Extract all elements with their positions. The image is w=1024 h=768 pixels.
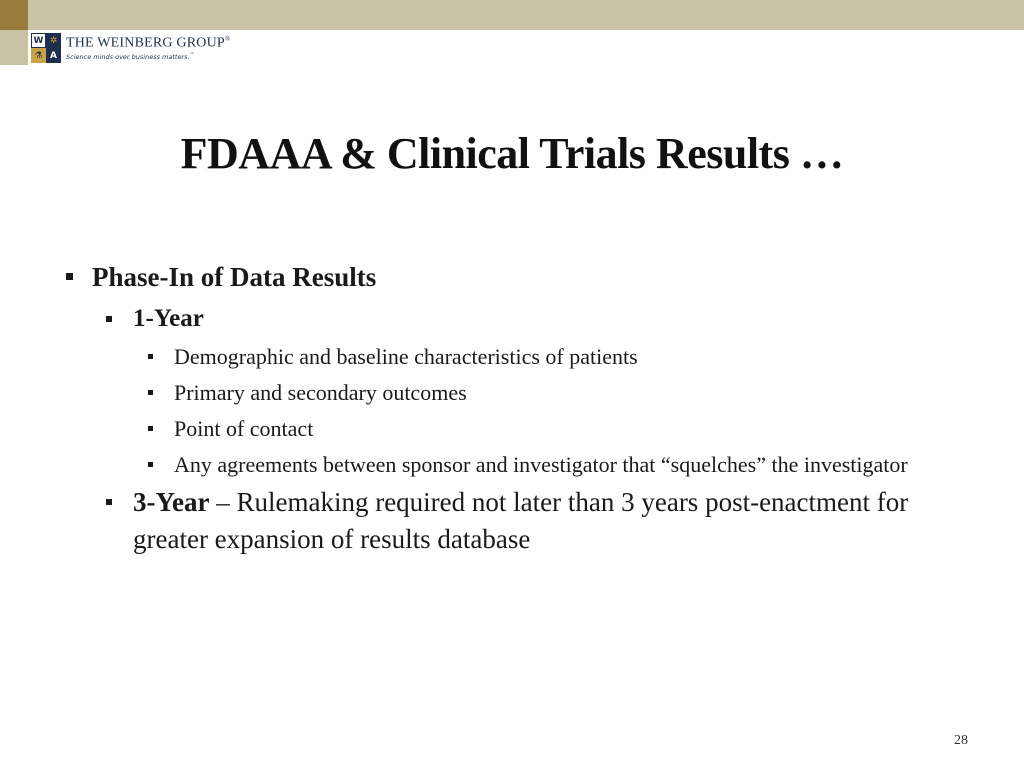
logo-tagline [66, 53, 230, 61]
logo-tagline-tm: ™ [189, 51, 195, 58]
logo-text [66, 36, 230, 60]
bullet-phase-in [62, 258, 962, 296]
bullet-3-year [103, 484, 962, 558]
logo-cell-a: A [46, 48, 61, 63]
sub-bullet-demographics [144, 341, 962, 372]
bullet-1-year [103, 302, 962, 336]
logo-mark-icon [31, 33, 61, 63]
square-bullet-icon [148, 390, 153, 395]
left-band [0, 30, 28, 65]
logo-cell-w: W [31, 33, 46, 48]
logo-trademark: ® [224, 34, 231, 43]
page-number: 28 [954, 733, 968, 748]
sub-bullet-contact [144, 413, 962, 444]
logo-cell-compass-icon: ✲ [46, 33, 61, 48]
square-bullet-icon [106, 316, 112, 322]
slide-title: FDAAA & Clinical Trials Results … [180, 129, 844, 178]
square-bullet-icon [148, 462, 153, 467]
bullet-text: Primary and secondary outcomes [174, 380, 467, 405]
square-bullet-icon [148, 426, 153, 431]
bullet-text: Any agreements between sponsor and investigator that “squelches” the investigator [174, 452, 908, 477]
sub-bullet-agreements [144, 449, 962, 480]
bullet-text: – Rulemaking required not later than 3 years post-enactment for greater expansion of results database [133, 487, 909, 554]
bullet-text: Demographic and baseline characteristics of patients [174, 344, 638, 369]
slide-body [62, 258, 962, 558]
square-bullet-icon [148, 354, 153, 359]
top-band [0, 0, 1024, 30]
logo-name-text: THE WEINBERG GROUP [66, 35, 225, 51]
square-bullet-icon [106, 499, 112, 505]
corner-accent [0, 0, 28, 30]
sub-bullet-outcomes [144, 377, 962, 408]
bullet-text: Phase-In of Data Results [92, 262, 377, 292]
bullet-text: 1-Year [133, 305, 204, 332]
bullet-label: 3-Year [133, 487, 210, 517]
square-bullet-icon [66, 273, 73, 280]
logo-cell-flask-icon: ⚗ [31, 48, 46, 63]
company-logo [31, 33, 230, 63]
logo-tagline-text: Science minds over business matters. [66, 52, 190, 61]
bullet-text: Point of contact [174, 416, 314, 441]
logo-name [66, 36, 230, 51]
